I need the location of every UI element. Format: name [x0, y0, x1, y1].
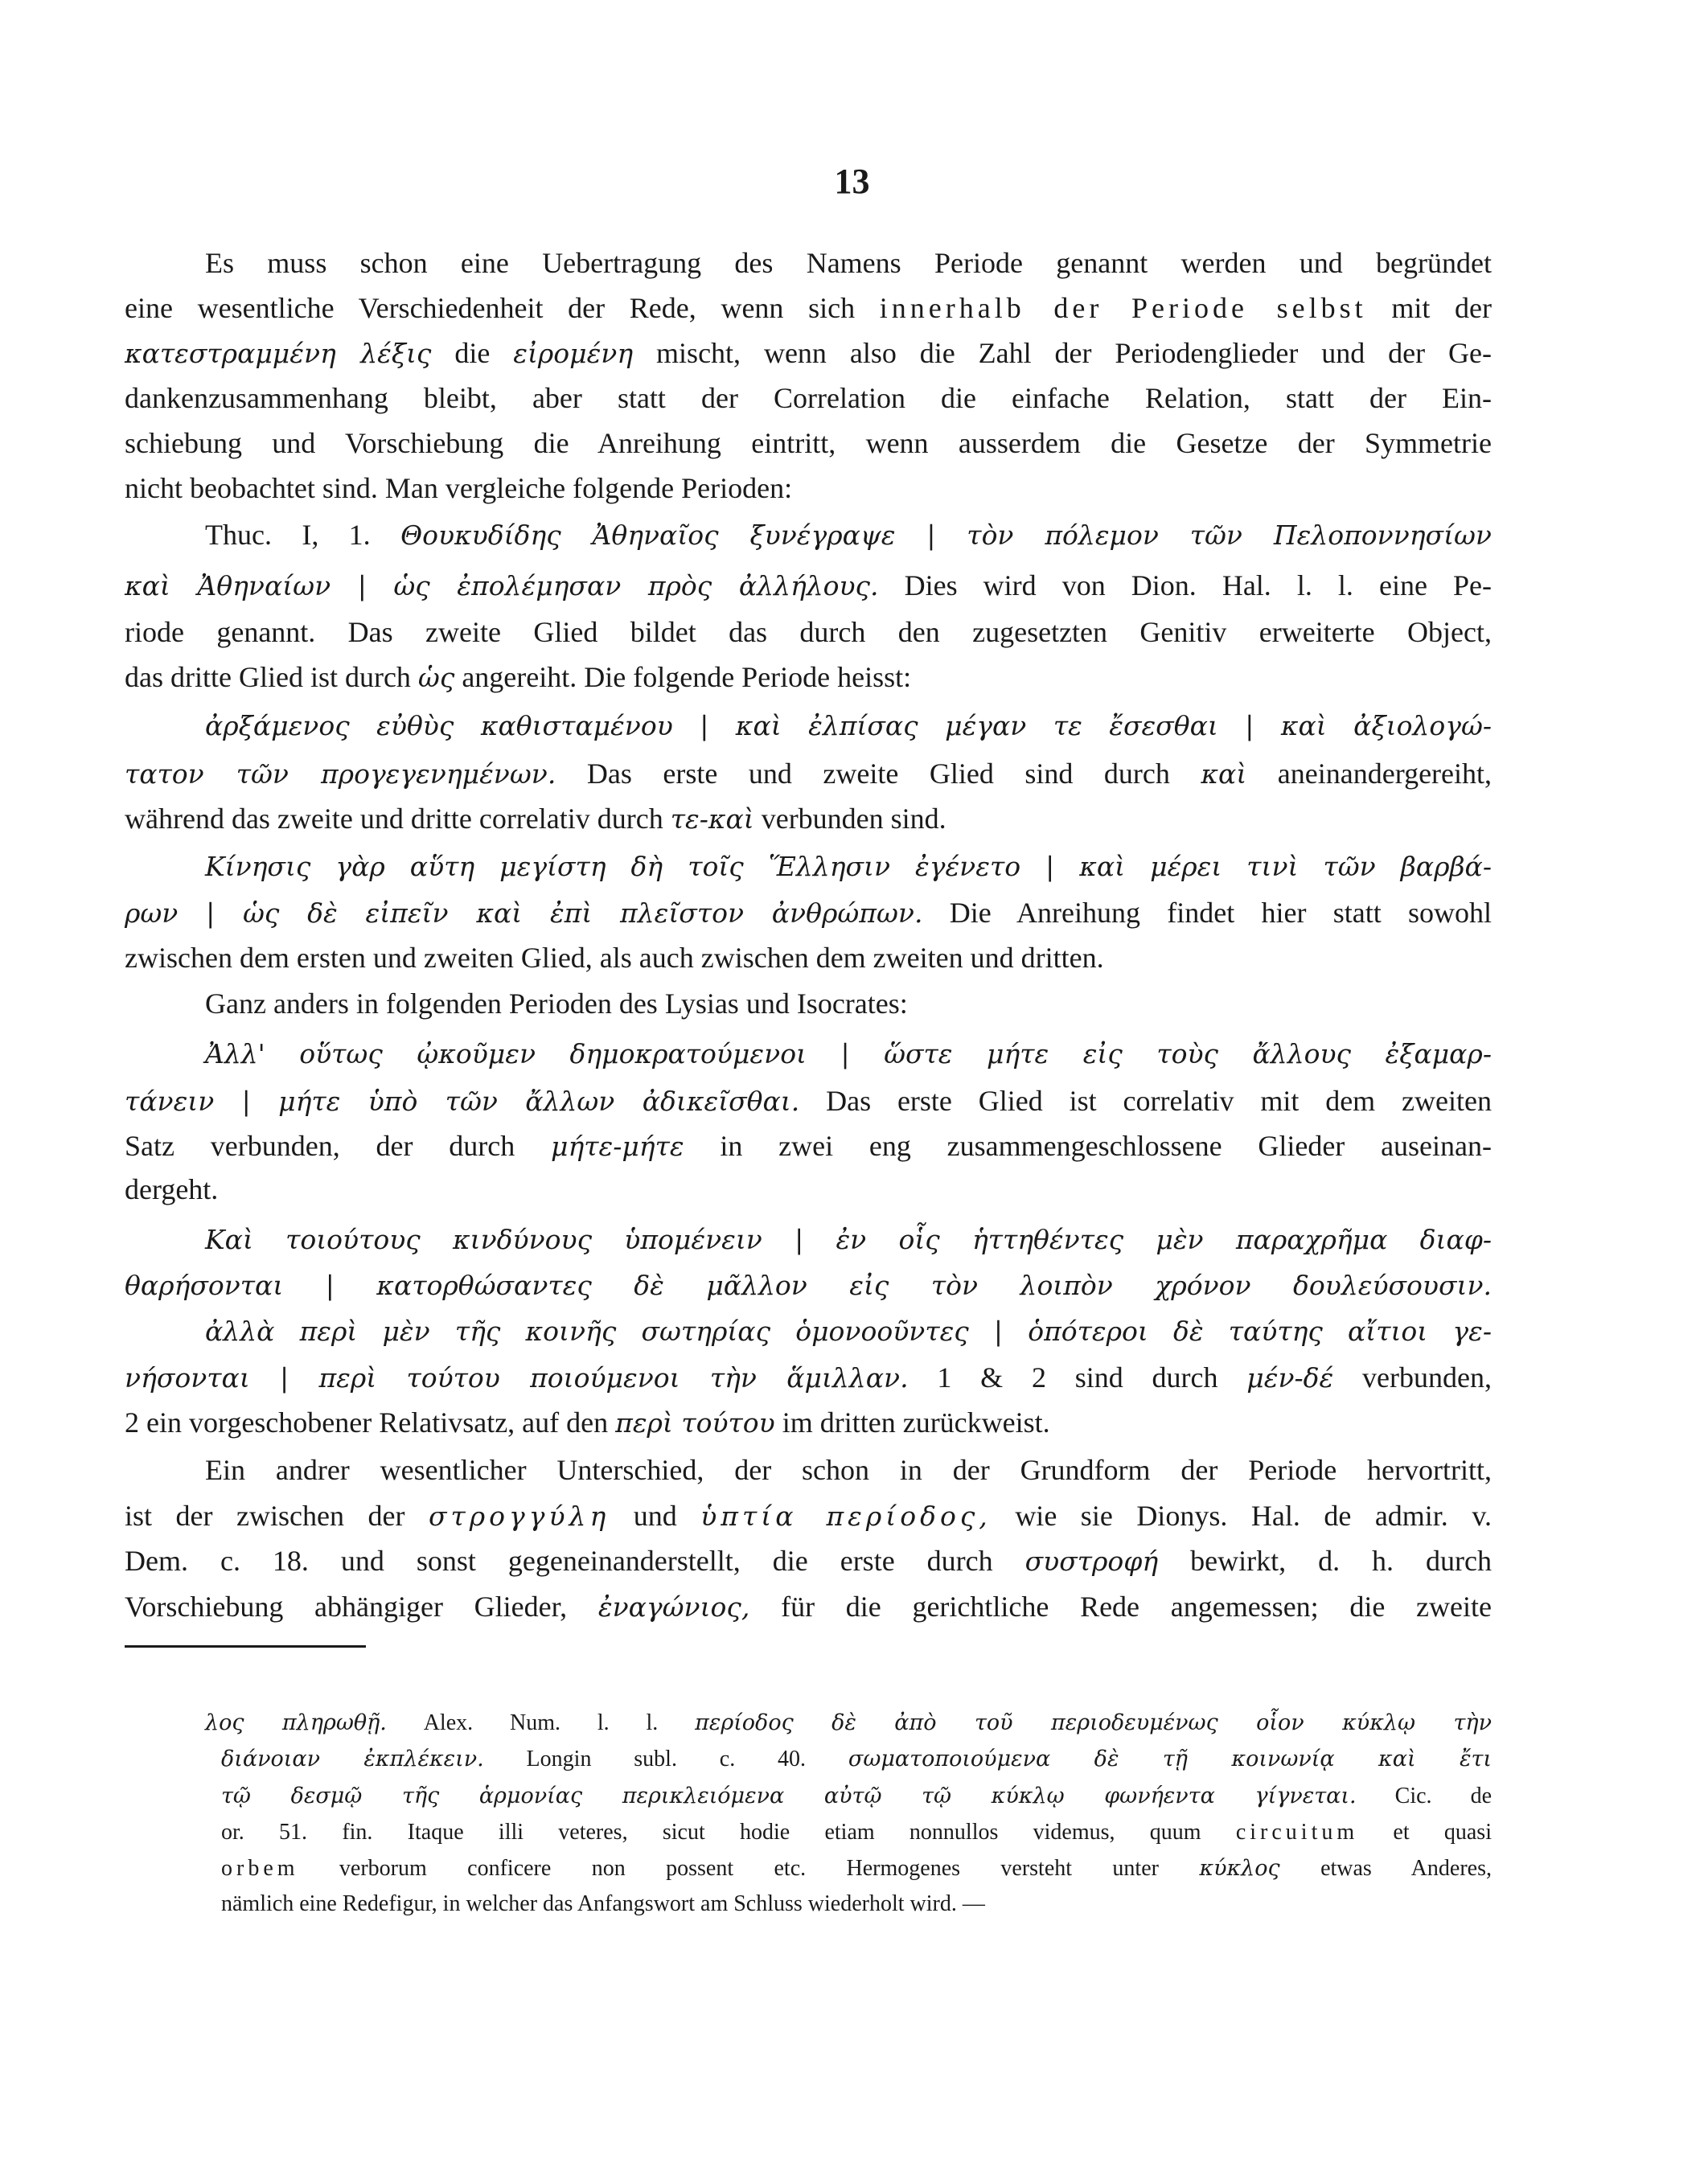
- body-line-30: Vorschiebung abhängiger Glieder, ἐναγώνιος, für die gerichtliche Rede angemessen; die zweite: [125, 1591, 1492, 1623]
- footnote-line-1: λος πληρωθῇ. Alex. Num. l. l. περίοδος δὲ ἀπὸ τοῦ περιοδευμένως οἷον κύκλῳ τὴν: [205, 1710, 1492, 1735]
- body-line-12: τατον τῶν προγεγενημένων. Das erste und zweite Glied sind durch καὶ aneinandergereiht,: [125, 757, 1493, 790]
- page-number: 13: [834, 162, 870, 201]
- body-line-4: dankenzusammenhang bleibt, aber statt der Correlation die einfache Relation, statt der Ein-: [125, 382, 1492, 414]
- body-line-20: Satz verbunden, der durch μήτε-μήτε in zwei eng zusammengeschlossene Glieder auseinan-: [125, 1130, 1493, 1162]
- body-line-5: schiebung und Vorschiebung die Anreihung eintritt, wenn ausserdem die Gesetze der Symmetrie: [125, 427, 1492, 459]
- body-line-17: Ganz anders in folgenden Perioden des Lysias und Isocrates:: [205, 987, 908, 1020]
- footnote-line-6: nämlich eine Redefigur, in welcher das Anfangswort am Schluss wiederholt wird. —: [221, 1891, 985, 1916]
- body-line-27: Ein andrer wesentlicher Unterschied, der schon in der Grundform der Periode hervortritt,: [205, 1454, 1492, 1486]
- body-line-6: nicht beobachtet sind. Man vergleiche folgende Perioden:: [125, 472, 793, 504]
- footnote-line-3: τῷ δεσμῷ τῆς ἁρμονίας περικλειόμενα αὐτῷ τῷ κύκλῳ φωνήεντα γίγνεται. Cic. de: [221, 1784, 1493, 1808]
- footnote-line-2: διάνοιαν ἐκπλέκειν. Longin subl. c. 40. σωματοποιούμενα δὲ τῇ κοινωνίᾳ καὶ ἔτι: [221, 1747, 1492, 1771]
- body-line-8: καὶ Ἀθηναίων | ὡς ἐπολέμησαν πρὸς ἀλλήλους. Dies wird von Dion. Hal. l. l. eine Pe-: [125, 569, 1492, 601]
- body-line-1: Es muss schon eine Uebertragung des Namens Periode genannt werden und begründet: [205, 247, 1492, 279]
- body-line-19: τάνειν | μήτε ὑπὸ τῶν ἄλλων ἀδικεῖσθαι. Das erste Glied ist correlativ mit dem zweiten: [125, 1085, 1492, 1117]
- body-line-14: Κίνησις γὰρ αὕτη μεγίστη δὴ τοῖς Ἕλλησιν ἐγένετο | καὶ μέρει τινὶ τῶν βαρβά-: [205, 851, 1492, 882]
- body-line-15: ρων | ὡς δὲ εἰπεῖν καὶ ἐπὶ πλεῖστον ἀνθρώπων. Die Anreihung findet hier statt sowohl: [125, 897, 1492, 929]
- body-line-24: ἀλλὰ περὶ μὲν τῆς κοινῆς σωτηρίας ὁμονοοῦντες | ὁπότεροι δὲ ταύτης αἴτιοι γε-: [205, 1316, 1492, 1347]
- body-line-7: Thuc. I, 1. Θουκυδίδης Ἀθηναῖος ξυνέγραψε | τὸν πόλεμον τῶν Πελοποννησίων: [205, 519, 1492, 551]
- body-line-25: νήσονται | περὶ τούτου ποιούμενοι τὴν ἅμιλλαν. 1 & 2 sind durch μέν-δέ verbunden,: [125, 1361, 1492, 1394]
- body-line-9: riode genannt. Das zweite Glied bildet das durch den zugesetzten Genitiv erweiterte Object,: [125, 616, 1492, 648]
- footnote-rule: [125, 1645, 366, 1648]
- body-line-23: θαρήσονται | κατορθώσαντες δὲ μᾶλλον εἰς τὸν λοιπὸν χρόνον δουλεύσουσιν.: [125, 1270, 1492, 1301]
- body-line-22: Καὶ τοιούτους κινδύνους ὑπομένειν | ἐν οἷς ἡττηθέντες μὲν παραχρῆμα διαφ-: [205, 1224, 1492, 1255]
- body-line-29: Dem. c. 18. und sonst gegeneinanderstellt, die erste durch συστροφή bewirkt, d. h. durch: [125, 1545, 1493, 1577]
- body-line-10: das dritte Glied ist durch ὡς angereiht. Die folgende Periode heisst:: [125, 661, 912, 693]
- body-line-3: κατεστραμμένη λέξις die εἰρομένη mischt, wenn also die Zahl der Periodenglieder und der Ge-: [125, 337, 1492, 369]
- body-line-21: dergeht.: [125, 1173, 219, 1205]
- body-line-13: während das zweite und dritte correlativ durch τε-καὶ verbunden sind.: [125, 803, 946, 835]
- body-line-18: Ἀλλ' οὕτως ᾠκοῦμεν δημοκρατούμενοι | ὥστε μήτε εἰς τοὺς ἄλλους ἐξαμαρ-: [205, 1038, 1492, 1069]
- body-line-26: 2 ein vorgeschobener Relativsatz, auf den περὶ τούτου im dritten zurückweist.: [125, 1406, 1050, 1439]
- body-line-11: ἀρξάμενος εὐθὺς καθισταμένου | καὶ ἐλπίσας μέγαν τε ἔσεσθαι | καὶ ἀξιολογώ-: [205, 710, 1492, 741]
- footnote-line-5: orbem verborum conficere non possent etc. Hermogenes versteht unter κύκλος etwas Anderes,: [221, 1856, 1492, 1881]
- body-line-16: zwischen dem ersten und zweiten Glied, als auch zwischen dem zweiten und dritten.: [125, 942, 1104, 974]
- body-line-28: ist der zwischen der στρογγύλη und ὑπτία περίοδος, wie sie Dionys. Hal. de admir. v.: [125, 1500, 1492, 1532]
- body-line-2: eine wesentliche Verschiedenheit der Rede, wenn sich innerhalb der Periode selbst mit der: [125, 292, 1492, 324]
- footnote-line-4: or. 51. fin. Itaque illi veteres, sicut hodie etiam nonnullos videmus, quum circuitum et quasi: [221, 1820, 1492, 1845]
